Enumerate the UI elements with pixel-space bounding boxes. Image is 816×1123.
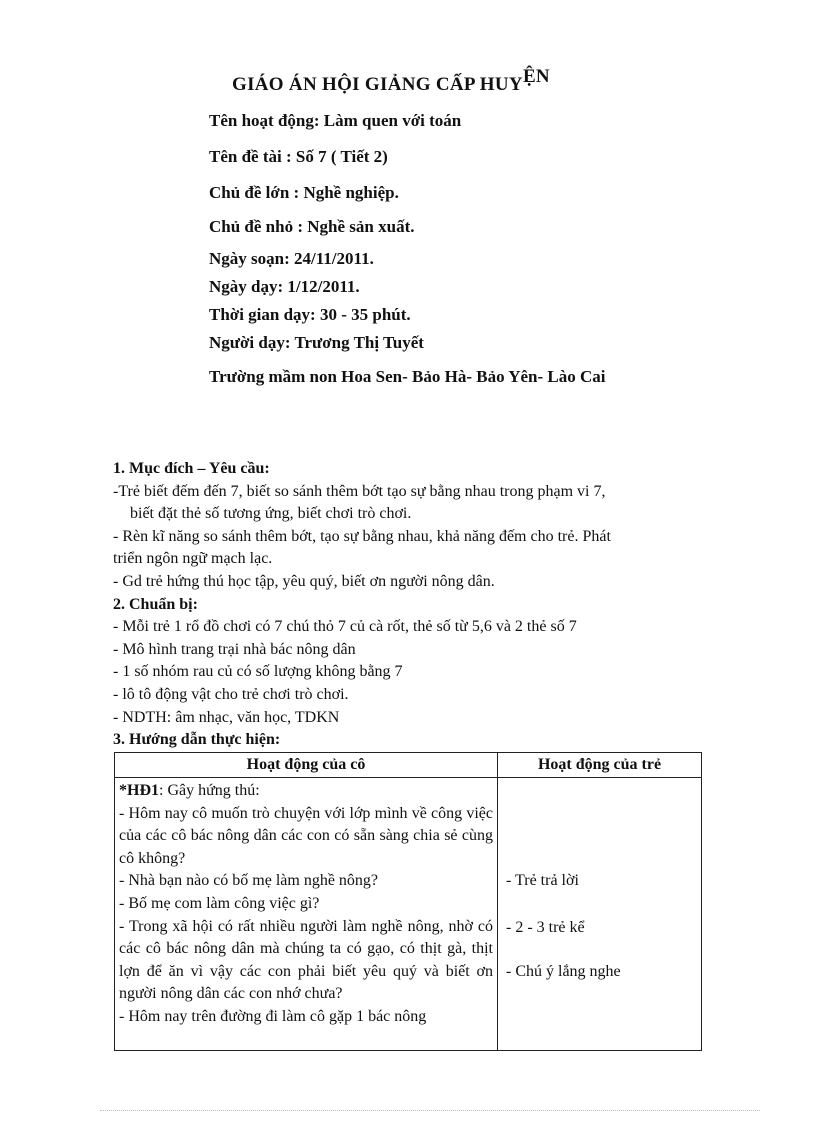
table-header-row: [115, 753, 702, 778]
prep-item: - NDTH: âm nhạc, văn học, TDKN: [113, 708, 340, 726]
child-line: - Chú ý lắng nghe: [506, 963, 621, 980]
teacher-activity-cell: [115, 778, 498, 1051]
info-activity: Tên hoạt động: Làm quen với toán: [209, 111, 462, 130]
child-line: - Trẻ trả lời: [506, 872, 579, 889]
info-prep-date: Ngày soạn: 24/11/2011.: [209, 249, 374, 268]
teacher-line: - Hôm nay cô muốn trò chuyện với lớp mình về công việc của các cô bác nông dân các con có sẵn sàng chia sẻ cùng cô không?: [119, 804, 493, 867]
lesson-sections: [113, 458, 713, 752]
purpose-heading: 1. Mục đích – Yêu cầu:: [113, 460, 270, 477]
col-teacher-header: Hoạt động của cô: [115, 753, 498, 778]
page-footer-divider: [100, 1110, 760, 1111]
teacher-line: - Nhà bạn nào có bố mẹ làm nghề nông?: [119, 872, 379, 890]
guide-heading: 3. Hướng dẫn thực hiện:: [113, 731, 281, 749]
table-row: [115, 778, 702, 1051]
col-child-header: Hoạt động của trẻ: [498, 753, 702, 778]
info-topic: Tên đề tài : Số 7 ( Tiết 2): [209, 147, 388, 166]
teacher-line: - Hôm nay trên đường đi làm cô gặp 1 bác nông: [119, 1007, 427, 1025]
prep-item: - lô tô động vật cho trẻ chơi trò chơi.: [113, 685, 349, 703]
prep-item: - Mỗi trẻ 1 rổ đồ chơi có 7 chú thỏ 7 củ cà rốt, thẻ số từ 5,6 và 2 thẻ số 7: [113, 618, 577, 636]
info-school: Trường mầm non Hoa Sen- Bảo Hà- Bảo Yên- Lào Cai: [209, 367, 606, 386]
info-teacher: Người dạy: Trương Thị Tuyết: [209, 333, 424, 352]
info-sub-theme: Chủ đề nhỏ : Nghề sản xuất.: [209, 217, 415, 236]
prep-heading: 2. Chuẩn bị:: [113, 595, 198, 613]
child-line: - 2 - 3 trẻ kể: [506, 919, 585, 936]
purpose-item: -Trẻ biết đếm đến 7, biết so sánh thêm bớt tạo sự bằng nhau trong phạm vi 7,: [113, 482, 606, 500]
info-main-theme: Chủ đề lớn : Nghề nghiệp.: [209, 183, 399, 202]
page-title: [232, 66, 550, 96]
teacher-line: - Bố mẹ com làm công việc gì?: [119, 894, 320, 912]
activity-table: [114, 752, 702, 1051]
child-activity-cell: [498, 778, 702, 1051]
prep-item: - 1 số nhóm rau củ có số lượng không bằng 7: [113, 663, 403, 681]
info-teach-date: Ngày dạy: 1/12/2011.: [209, 277, 360, 296]
purpose-item: triển ngôn ngữ mạch lạc.: [113, 550, 273, 568]
teacher-line: - Trong xã hội có rất nhiều người làm nghề nông, nhờ có các cô bác nông dân mà chúng ta có gạo, có thịt gà, thịt lợn để ăn vì vậy các con phải biết yêu quý và biết ơn người nông dân các con nhớ chưa?: [119, 917, 493, 1003]
purpose-item: biết đặt thẻ số tương ứng, biết chơi trò chơi.: [130, 505, 412, 523]
hd1-heading: *HĐ1: Gây hứng thú:: [119, 782, 260, 799]
prep-item: - Mô hình trang trại nhà bác nông dân: [113, 640, 356, 658]
title-suffix: ỆN: [522, 66, 550, 87]
purpose-item: - Rèn kĩ năng so sánh thêm bớt, tạo sự bằng nhau, khả năng đếm cho trẻ. Phát: [113, 527, 611, 545]
purpose-item: - Gd trẻ hứng thú học tập, yêu quý, biết ơn người nông dân.: [113, 572, 495, 590]
info-duration: Thời gian dạy: 30 - 35 phút.: [209, 305, 411, 324]
title-main: GIÁO ÁN HỘI GIẢNG CẤP HUY: [232, 74, 523, 95]
